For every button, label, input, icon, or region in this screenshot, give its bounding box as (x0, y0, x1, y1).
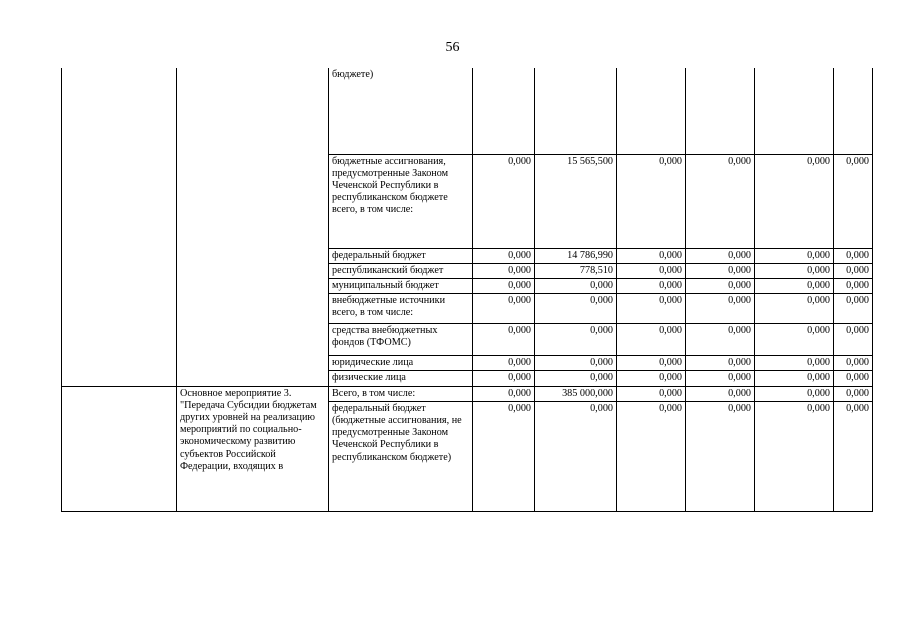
value-cell: 0,000 (535, 294, 617, 324)
value-cell: 0,000 (473, 248, 535, 263)
source-cell: средства внебюджетных фондов (ТФОМС) (329, 324, 473, 356)
page-number: 56 (445, 40, 460, 55)
value-cell: 0,000 (473, 371, 535, 386)
value-cell: 0,000 (617, 386, 686, 401)
value-cell: 0,000 (535, 401, 617, 511)
value-cell: 0,000 (834, 386, 873, 401)
value-cell: 0,000 (617, 371, 686, 386)
value-cell (473, 68, 535, 154)
value-cell: 0,000 (755, 278, 834, 293)
source-cell: федеральный бюджет (бюджетные ассигнования, не предусмотренные Законом Чеченской Республики в республиканском бюджете) (329, 401, 473, 511)
value-cell: 15 565,500 (535, 154, 617, 248)
value-cell: 0,000 (755, 386, 834, 401)
source-cell: муниципальный бюджет (329, 278, 473, 293)
value-cell: 0,000 (473, 386, 535, 401)
value-cell (617, 68, 686, 154)
source-cell: бюджетные ассигнования, предусмотренные Законом Чеченской Республики в республиканском бюджете всего, в том числе: (329, 154, 473, 248)
value-cell (834, 68, 873, 154)
value-cell: 0,000 (755, 356, 834, 371)
value-cell: 0,000 (755, 371, 834, 386)
value-cell: 0,000 (686, 324, 755, 356)
value-cell: 0,000 (834, 154, 873, 248)
value-cell: 0,000 (755, 263, 834, 278)
value-cell: 0,000 (686, 356, 755, 371)
value-cell: 0,000 (755, 294, 834, 324)
value-cell: 385 000,000 (535, 386, 617, 401)
value-cell: 0,000 (473, 324, 535, 356)
value-cell: 0,000 (473, 263, 535, 278)
value-cell: 0,000 (686, 294, 755, 324)
value-cell: 0,000 (535, 371, 617, 386)
source-cell: федеральный бюджет (329, 248, 473, 263)
value-cell: 0,000 (617, 248, 686, 263)
value-cell: 0,000 (834, 324, 873, 356)
value-cell: 0,000 (686, 154, 755, 248)
measure-name-cell: Основное мероприятие 3. "Передача Субсидии бюджетам других уровней на реализацию мероприятий по социально-экономическому развитию субъектов Российской Федерации, входящих в (177, 386, 329, 511)
table-row (62, 386, 873, 401)
value-cell: 0,000 (617, 324, 686, 356)
value-cell: 0,000 (617, 401, 686, 511)
value-cell: 0,000 (834, 248, 873, 263)
measure-name-cell (177, 68, 329, 386)
value-cell: 0,000 (473, 154, 535, 248)
value-cell: 0,000 (755, 248, 834, 263)
source-cell: республиканский бюджет (329, 263, 473, 278)
value-cell: 0,000 (834, 356, 873, 371)
value-cell: 0,000 (617, 294, 686, 324)
value-cell: 0,000 (535, 356, 617, 371)
budget-table (61, 68, 873, 512)
value-cell: 0,000 (755, 324, 834, 356)
source-cell: Всего, в том числе: (329, 386, 473, 401)
value-cell: 0,000 (617, 278, 686, 293)
value-cell: 0,000 (834, 294, 873, 324)
value-cell: 0,000 (617, 263, 686, 278)
value-cell: 0,000 (755, 154, 834, 248)
value-cell: 0,000 (535, 278, 617, 293)
value-cell: 0,000 (473, 278, 535, 293)
value-cell (535, 68, 617, 154)
value-cell: 0,000 (834, 371, 873, 386)
value-cell: 0,000 (473, 294, 535, 324)
value-cell: 0,000 (834, 278, 873, 293)
value-cell: 0,000 (686, 401, 755, 511)
value-cell: 0,000 (755, 401, 834, 511)
value-cell: 0,000 (473, 401, 535, 511)
source-cell: юридические лица (329, 356, 473, 371)
value-cell: 0,000 (834, 263, 873, 278)
value-cell (755, 68, 834, 154)
value-cell: 14 786,990 (535, 248, 617, 263)
value-cell: 0,000 (617, 154, 686, 248)
source-cell: бюджете) (329, 68, 473, 154)
value-cell: 778,510 (535, 263, 617, 278)
number-cell (62, 68, 177, 386)
value-cell: 0,000 (686, 263, 755, 278)
value-cell: 0,000 (473, 356, 535, 371)
value-cell: 0,000 (686, 278, 755, 293)
value-cell: 0,000 (686, 371, 755, 386)
source-cell: внебюджетные источники всего, в том числе: (329, 294, 473, 324)
table-row (62, 68, 873, 154)
value-cell: 0,000 (617, 356, 686, 371)
source-cell: физические лица (329, 371, 473, 386)
value-cell: 0,000 (686, 386, 755, 401)
value-cell: 0,000 (535, 324, 617, 356)
value-cell: 0,000 (686, 248, 755, 263)
value-cell: 0,000 (834, 401, 873, 511)
value-cell (686, 68, 755, 154)
number-cell (62, 386, 177, 511)
